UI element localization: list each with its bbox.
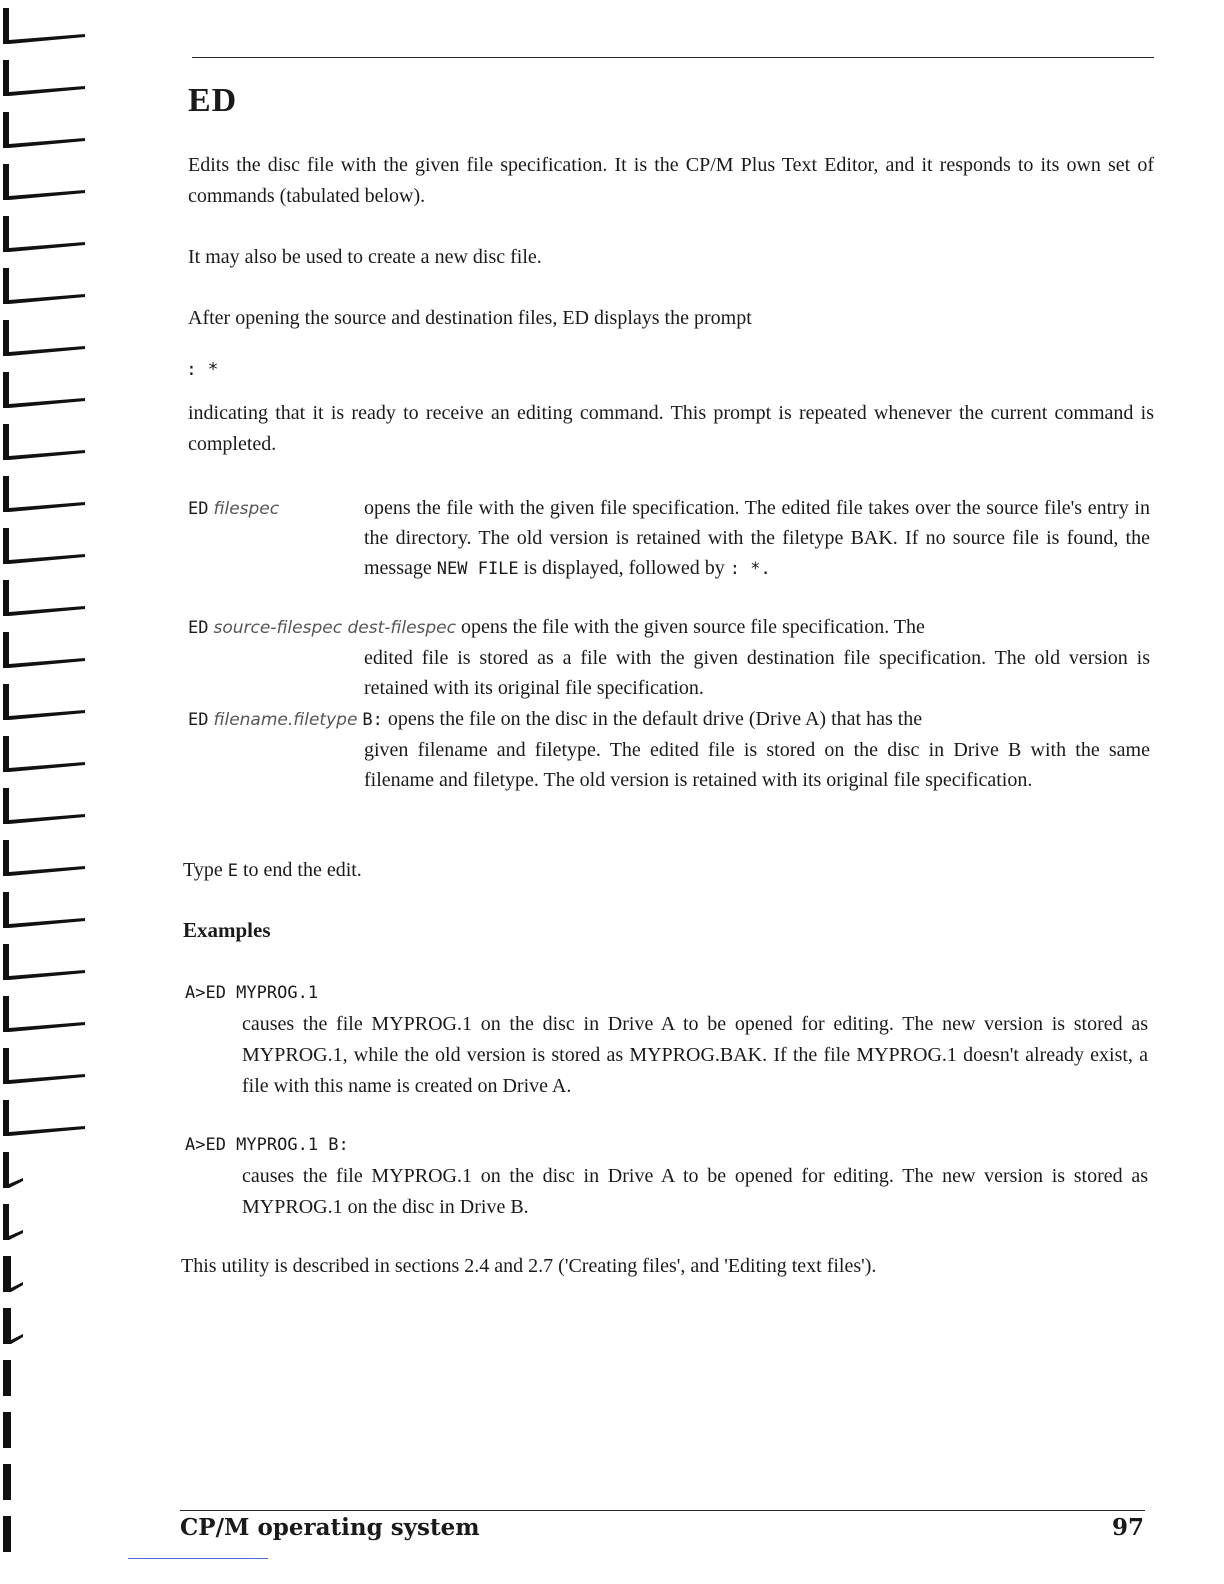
end-command-code: E	[227, 861, 238, 881]
binding-ring-tail	[9, 1074, 85, 1084]
binding-ring	[3, 216, 9, 252]
page-number: 97	[1112, 1514, 1145, 1541]
binding-ring	[3, 424, 9, 460]
binding-ring-tail	[9, 138, 85, 148]
binding-ring-tail	[9, 242, 85, 252]
page-title: ED	[188, 82, 238, 119]
intro-paragraph: Edits the disc file with the given file specification. It is the CP/M Plus Text Editor, and it responds to its own set of commands (tabulated below).	[188, 154, 1154, 207]
binding-ring-tail	[11, 1334, 23, 1344]
binding-ring	[3, 60, 9, 96]
usage-first-line	[188, 612, 1150, 643]
example-description: causes the file MYPROG.1 on the disc in Drive A to be opened for editing. The new version is stored as MYPROG.1 on the disc in Drive B.	[242, 1165, 1148, 1218]
prompt-symbol: : *	[186, 359, 219, 380]
binding-ring-tail	[9, 1126, 85, 1136]
binding-ring	[3, 1256, 11, 1292]
description-text: opens the file with the given file specification. The edited file takes over the source file's entry in the directory. The old version is retained with the filetype BAK. If no source file is found, the message	[364, 497, 1150, 579]
binding-ring-tail	[9, 1022, 85, 1032]
binding-ring-tail	[9, 86, 85, 96]
usage-entry-filename-drive	[0, 704, 1224, 828]
drive-argument: B:	[362, 710, 383, 730]
usage-description	[364, 493, 1150, 584]
link-underline	[128, 1558, 268, 1559]
binding-ring-tail	[9, 918, 85, 928]
binding-ring-tail	[9, 398, 85, 408]
command-name: ED	[188, 710, 209, 730]
command-name: ED	[188, 618, 209, 638]
prompt-explanation: indicating that it is ready to receive an editing command. This prompt is repeated whenever the current command is completed.	[188, 402, 1154, 455]
end-edit-note	[183, 855, 362, 887]
binding-ring	[3, 112, 9, 148]
binding-ring-tail	[9, 346, 85, 356]
usage-term	[188, 493, 279, 524]
example-command: A>ED MYPROG.1 B:	[185, 1135, 349, 1155]
example-description: causes the file MYPROG.1 on the disc in Drive A to be opened for editing. The new version is stored as MYPROG.1, while the old version is stored as MYPROG.BAK. If the file MYPROG.1 doesn't already exist, a file with this name is created on Drive A.	[242, 1013, 1148, 1097]
binding-ring-tail	[9, 294, 85, 304]
binding-ring-tail	[9, 970, 85, 980]
binding-ring	[3, 1152, 9, 1188]
command-name: ED	[188, 499, 209, 519]
binding-ring	[3, 268, 9, 304]
binding-ring	[3, 372, 9, 408]
note-text: to end the edit.	[242, 859, 362, 881]
binding-ring-tail	[9, 1178, 23, 1188]
binding-ring	[3, 8, 9, 44]
intro-create-note: It may also be used to create a new disc file.	[188, 246, 542, 268]
binding-ring	[3, 944, 9, 980]
command-argument: filespec	[213, 499, 280, 519]
binding-ring	[3, 996, 9, 1032]
usage-description: given filename and filetype. The edited file is stored on the disc in Drive B with the same filename and filetype. The old version is retained with its original file specification.	[364, 739, 1150, 791]
examples-heading: Examples	[183, 918, 271, 942]
binding-ring-tail	[9, 34, 85, 44]
binding-ring-tail	[11, 1282, 23, 1292]
binding-ring	[3, 1308, 11, 1344]
binding-ring	[3, 892, 9, 928]
binding-ring-tail	[9, 1230, 23, 1240]
binding-ring	[3, 1516, 11, 1552]
binding-ring-tail	[9, 190, 85, 200]
message-code: NEW FILE	[436, 559, 519, 579]
binding-ring	[3, 1464, 11, 1500]
usage-entry-filespec	[0, 493, 1224, 617]
footer-title: CP/M operating system	[180, 1514, 480, 1541]
binding-ring	[3, 1048, 9, 1084]
binding-ring	[3, 1100, 9, 1136]
binding-ring	[3, 1360, 11, 1396]
example-command: A>ED MYPROG.1	[185, 983, 319, 1003]
description-text: is displayed, followed by	[523, 557, 725, 579]
command-argument: filename.filetype	[213, 710, 358, 730]
binding-ring	[3, 320, 9, 356]
prompt-code: : *.	[729, 559, 771, 579]
binding-ring-tail	[9, 450, 85, 460]
intro-prompt-note: After opening the source and destination files, ED displays the prompt	[188, 307, 752, 329]
usage-entry-source-dest	[0, 612, 1224, 704]
command-argument: source-filespec dest-filespec	[213, 618, 456, 638]
binding-ring-tail	[9, 866, 85, 876]
binding-ring	[3, 164, 9, 200]
closing-paragraph: This utility is described in sections 2.4 and 2.7 ('Creating files', and 'Editing text files').	[181, 1255, 877, 1277]
usage-first-line	[188, 704, 1150, 735]
binding-ring	[3, 1412, 11, 1448]
binding-ring	[3, 840, 9, 876]
usage-description: edited file is stored as a file with the given destination file specification. The old version is retained with its original file specification.	[364, 647, 1150, 699]
footer-rule	[180, 1510, 1145, 1511]
description-text: opens the file with the given source file specification. The	[461, 616, 925, 638]
header-rule	[192, 57, 1154, 58]
note-text: Type	[183, 859, 223, 881]
binding-ring	[3, 1204, 9, 1240]
description-text: opens the file on the disc in the default drive (Drive A) that has the	[387, 708, 923, 730]
